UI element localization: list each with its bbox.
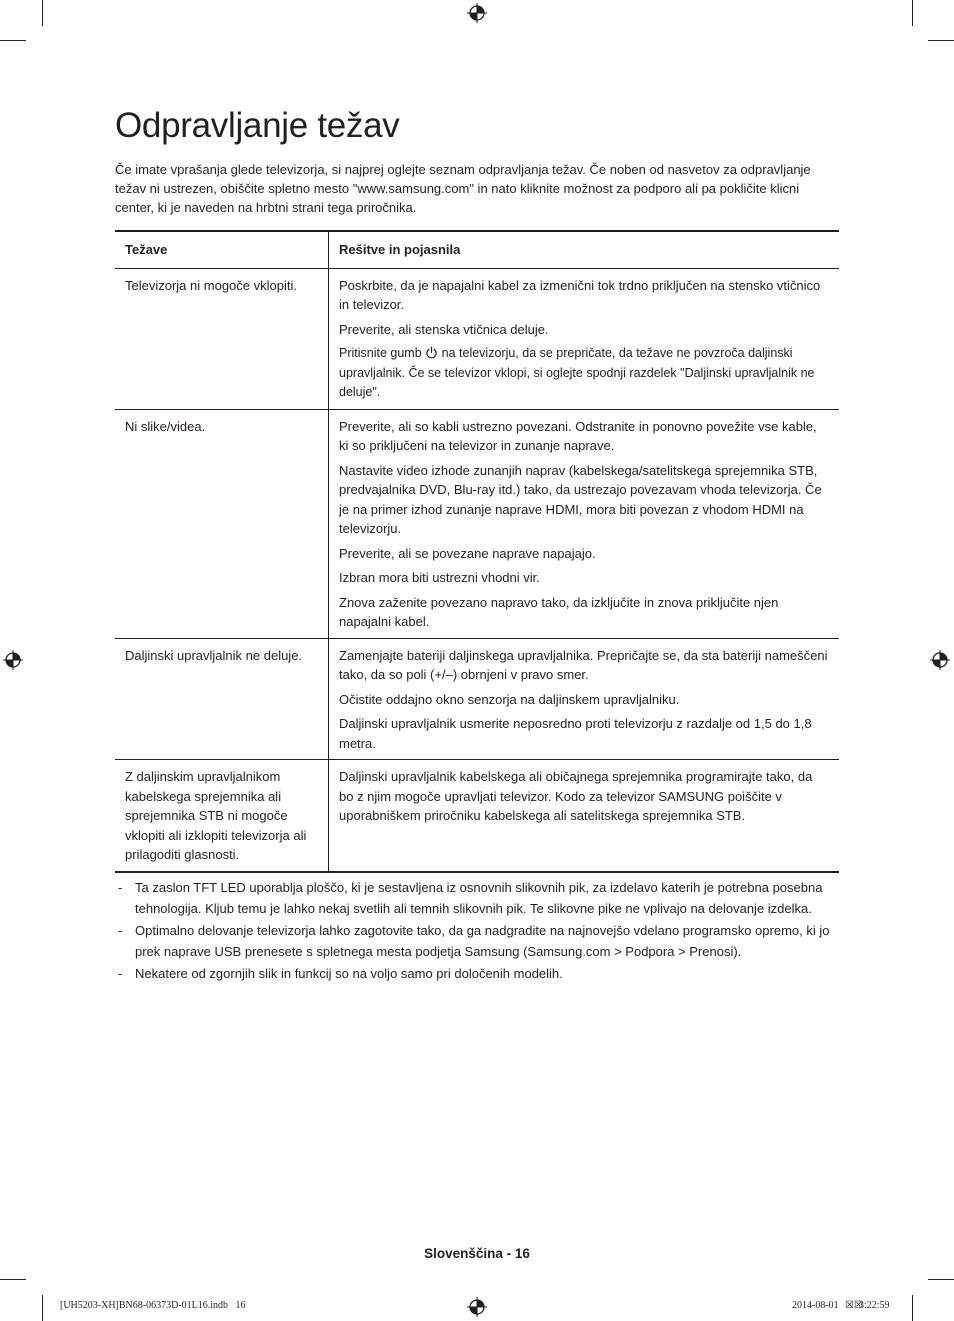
solution-cell [329,760,840,872]
print-file-info: [UH5203-XH]BN68-06373D-01L16.indb 16 [60,1300,246,1311]
troubleshooting-table [115,230,839,873]
table-row [115,268,839,409]
solution-item: Očistite oddajno okno senzorja na daljinskem upravljalniku. [339,691,680,707]
column-header-problems: Težave [115,231,329,268]
note-marker: - [118,923,123,938]
print-date: 2014-08-01 [792,1300,839,1311]
page-title: Odpravljanje težav [115,106,400,145]
problem-cell: Televizorja ni mogoče vklopiti. [115,268,329,409]
print-time-prefix: ☒☒ [845,1300,863,1311]
solution-item: Izbran mora biti ustrezni vhodni vir. [339,570,540,585]
solution-cell [329,638,840,760]
power-note-before: Pritisnite gumb [339,346,422,360]
problem-cell: Z daljinskim upravljalnikom kabelskega sprejemnika ali sprejemnika STB ni mogoče vklopiti ali izklopiti televizorja ali prilagoditi glasnosti. [115,760,329,872]
crop-mark [912,0,913,26]
solution-item: Zamenjajte bateriji daljinskega upravljalnika. Prepričajte se, da sta bateriji nameščeni tako, da so poli (+/–) obrnjeni v pravo smer. [339,647,828,682]
solution-item: Preverite, ali stenska vtičnica deluje. [339,321,549,337]
solution-item: Poskrbite, da je napajalni kabel za izmenični tok trdno priključen na stensko vtičnico in televizor. [339,277,821,312]
solution-item: Daljinski upravljalnik kabelskega ali običajnega sprejemnika programirajte tako, da bo z njim mogoče upravljati televizor. Kodo za televizor SAMSUNG poiščite v uporabniškem priročniku kabelskega ali satelitskega sprejemnika STB. [339,769,813,823]
registration-mark-icon [930,650,950,670]
crop-mark [42,0,43,26]
power-note-after: na televizorju, da se prepričate, da težave ne povzroča daljinski upravljalnik. Če se televizor vklopi, si oglejte spodnji razdelek "Daljinski upravljalnik ne deluje". [339,346,815,399]
note-marker: - [118,966,123,981]
solution-item: Nastavite video izhode zunanjih naprav (kabelskega/satelitskega sprejemnika STB, predvajalnika DVD, Blu-ray itd.) tako, da ustrezajo povezavam vhoda televizorja. Če je na primer izhod zunanje naprave HDMI, mora biti povezan z vhodom HDMI na televizorju. [339,462,822,536]
solution-cell [329,409,840,638]
table-header-row [115,231,839,268]
crop-mark [928,1279,954,1280]
problem-cell: Daljinski upravljalnik ne deluje. [115,638,329,760]
crop-mark [0,1279,26,1280]
note-marker: - [118,880,123,895]
column-header-solutions: Rešitve in pojasnila [329,231,840,268]
crop-mark [928,40,954,41]
registration-mark-icon [3,650,23,670]
table-row [115,409,839,638]
solution-item: Znova zaženite povezano napravo tako, da izključite in znova priključite njen napajalni kabel. [339,594,779,629]
registration-mark-icon [467,1297,487,1317]
table-row [115,638,839,760]
solution-cell [329,268,840,409]
solution-item [339,344,829,403]
registration-mark-icon [467,3,487,23]
crop-mark [42,1295,43,1321]
note-text: Nekatere od zgornjih slik in funkcij so na voljo samo pri določenih modelih. [135,966,563,981]
page-number: Slovenščina - 16 [424,1246,530,1261]
table-row [115,760,839,872]
crop-mark [0,40,26,41]
intro-paragraph: Če imate vprašanja glede televizorja, si najprej oglejte seznam odpravljanja težav. Če noben od nasvetov za odpravljanje težav ni ustrezen, obiščite spletno mesto "www.samsung.com" in nato kliknite možnost za podporo ali pa pokličite klicni center, ki je naveden na hrbtni strani tega priročnika. [115,162,811,215]
print-time: 3:22:59 [859,1300,890,1311]
note-text: Optimalno delovanje televizorja lahko zagotovite tako, da ga nadgradite na najnovejšo vdelano programsko opremo, ki jo prek naprave USB prenesete s spletnega mesta podjetja Samsung (Samsung.com > Podpora > Prenosi). [135,923,830,959]
solution-item: Daljinski upravljalnik usmerite neposredno proti televizorju z razdalje od 1,5 do 1,8 metra. [339,716,812,751]
note-item [115,963,840,984]
solution-item: Preverite, ali se povezane naprave napajajo. [339,545,596,561]
notes-list [115,877,840,985]
power-icon [425,346,438,359]
solution-item: Preverite, ali so kabli ustrezno povezani. Odstranite in ponovno povežite vse kable, ki so priključeni na televizor in zunanje naprave. [339,418,817,453]
problem-cell: Ni slike/videa. [115,409,329,638]
note-text: Ta zaslon TFT LED uporablja ploščo, ki je sestavljena iz osnovnih slikovnih pik, za izdelavo katerih je potrebna posebna tehnologija. Kljub temu je lahko nekaj svetlih ali temnih slikovnih pik. Te slikovne pike ne vplivajo na delovanje izdelka. [135,880,823,916]
crop-mark [912,1295,913,1321]
note-item [115,920,840,962]
note-item [115,877,840,919]
